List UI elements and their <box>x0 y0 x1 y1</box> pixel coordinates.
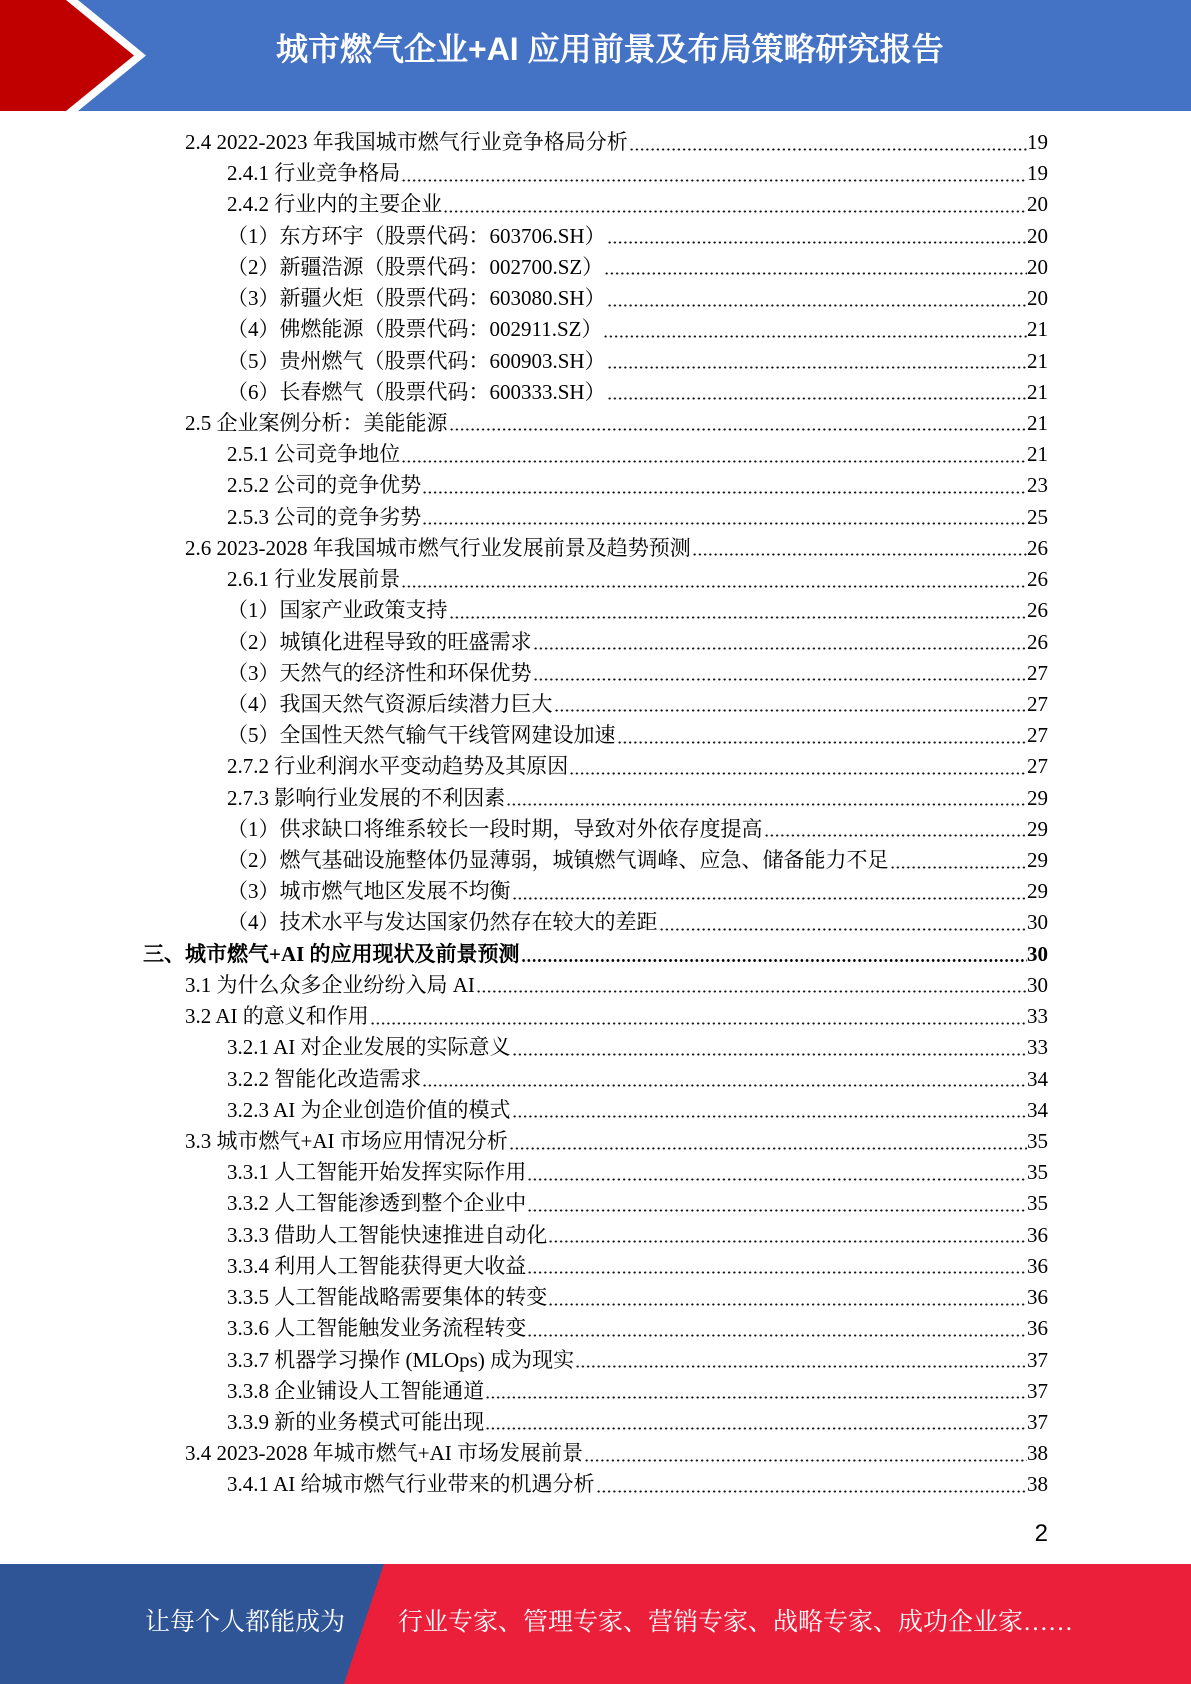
dot-leader <box>520 939 1027 970</box>
dot-leader <box>616 720 1028 751</box>
footer-slogan-right: 行业专家、管理专家、营销专家、战略专家、成功企业家…… <box>398 1609 1074 1636</box>
toc-entry-page: 20 <box>1027 192 1048 217</box>
toc-entry <box>0 1438 1191 1469</box>
dot-leader <box>508 1126 1027 1157</box>
dot-leader <box>602 314 1027 345</box>
toc-entry-page: 37 <box>1027 1409 1048 1434</box>
dot-leader <box>526 1251 1027 1282</box>
dot-leader <box>583 1438 1027 1469</box>
toc-entry-label: （4）技术水平与发达国家仍然存在较大的差距 <box>227 910 658 935</box>
dot-leader <box>421 470 1027 501</box>
toc-entry-page: 38 <box>1027 1472 1048 1497</box>
toc-entry <box>0 314 1191 345</box>
dot-leader <box>400 564 1027 595</box>
toc-entry <box>0 1095 1191 1126</box>
toc-entry-label: 3.3 城市燃气+AI 市场应用情况分析 <box>185 1129 508 1153</box>
toc-entry-label: （3）新疆火炬（股票代码：603080.SH） <box>227 286 606 311</box>
toc-entry-label: 2.6 2023-2028 年我国城市燃气行业发展前景及趋势预测 <box>185 535 691 560</box>
toc-entry-label: 2.7.2 行业利润水平变动趋势及其原因 <box>227 754 569 779</box>
toc-entry-page: 21 <box>1027 379 1048 404</box>
toc-entry-label: 3.3.4 利用人工智能获得更大收益 <box>227 1253 527 1278</box>
page-number: 2 <box>1034 1520 1048 1547</box>
dot-leader <box>603 252 1027 283</box>
dot-leader <box>475 970 1027 1001</box>
dot-leader <box>547 1282 1027 1313</box>
toc-entry-page: 26 <box>1027 567 1048 592</box>
dot-leader <box>448 408 1028 439</box>
toc-entry <box>0 1407 1191 1438</box>
toc-entry-page: 29 <box>1027 816 1048 841</box>
toc-entry-label: 3.3.1 人工智能开始发挥实际作用 <box>227 1160 527 1185</box>
toc-entry-page: 36 <box>1027 1285 1048 1310</box>
toc-entry <box>0 783 1191 814</box>
toc-entry <box>0 627 1191 658</box>
toc-entry-page: 29 <box>1027 848 1048 873</box>
toc-entry <box>0 689 1191 720</box>
dot-leader <box>526 1188 1027 1219</box>
toc-entry-label: （1）东方环宇（股票代码：603706.SH） <box>227 223 606 248</box>
toc-entry <box>0 1126 1191 1157</box>
toc-entry-label: （1）国家产业政策支持 <box>227 598 448 623</box>
toc-entry-page: 26 <box>1027 629 1048 654</box>
toc-entry <box>0 564 1191 595</box>
toc-entry-page: 29 <box>1027 785 1048 810</box>
toc-entry <box>0 1001 1191 1032</box>
dot-leader <box>526 1313 1027 1344</box>
toc-entry <box>0 502 1191 533</box>
dot-leader <box>568 751 1027 782</box>
dot-leader <box>532 627 1028 658</box>
toc-entry-page: 36 <box>1027 1316 1048 1341</box>
toc-entry-label: （2）新疆浩源（股票代码：002700.SZ） <box>227 254 604 279</box>
toc-entry <box>0 377 1191 408</box>
toc-entry <box>0 845 1191 876</box>
dot-leader <box>442 189 1027 220</box>
toc-entry <box>0 283 1191 314</box>
toc-entry <box>0 1251 1191 1282</box>
toc-entry-label: （2）城镇化进程导致的旺盛需求 <box>227 629 532 654</box>
toc-entry-label: 3.3.5 人工智能战略需要集体的转变 <box>227 1285 548 1310</box>
toc-entry-page: 19 <box>1027 161 1048 186</box>
toc-entry <box>0 1345 1191 1376</box>
toc-entry-label: 2.5.3 公司的竞争劣势 <box>227 504 422 529</box>
toc-entry-label: 2.4.2 行业内的主要企业 <box>227 192 443 217</box>
toc-entry-page: 35 <box>1027 1160 1048 1185</box>
toc-entry-label: 3.4 2023-2028 年城市燃气+AI 市场发展前景 <box>185 1441 583 1466</box>
toc-entry-label: （4）我国天然气资源后续潜力巨大 <box>227 691 553 716</box>
dot-leader <box>421 502 1027 533</box>
toc-entry-page: 30 <box>1027 941 1048 966</box>
toc-entry-label: 3.3.2 人工智能渗透到整个企业中 <box>227 1191 527 1216</box>
toc-entry-label: （2）燃气基础设施整体仍显薄弱，城镇燃气调峰、应急、储备能力不足 <box>227 848 889 873</box>
dot-leader <box>400 158 1027 189</box>
toc-entry-label: 2.4 2022-2023 年我国城市燃气行业竞争格局分析 <box>185 130 628 154</box>
dot-leader <box>484 1376 1027 1407</box>
toc-entry-label: 三、城市燃气+AI 的应用现状及前景预测 <box>143 941 520 966</box>
toc-entry <box>0 970 1191 1001</box>
toc-entry-label: 3.3.3 借助人工智能快速推进自动化 <box>227 1222 548 1247</box>
toc-entry-page: 33 <box>1027 1004 1048 1029</box>
dot-leader <box>889 845 1028 876</box>
toc-entry-page: 30 <box>1027 972 1048 997</box>
toc-entry <box>0 1469 1191 1500</box>
dot-leader <box>763 814 1028 845</box>
toc-entry-page: 36 <box>1027 1222 1048 1247</box>
toc-entry-page: 21 <box>1027 410 1048 435</box>
toc-entry-label: （5）贵州燃气（股票代码：600903.SH） <box>227 348 606 373</box>
toc-entry <box>0 470 1191 501</box>
toc-entry <box>0 1064 1191 1095</box>
toc-entry <box>0 939 1191 970</box>
toc-entry-label: 3.3.9 新的业务模式可能出现 <box>227 1409 485 1434</box>
toc-entry <box>0 595 1191 626</box>
toc-entry-label: 3.4.1 AI 给城市燃气行业带来的机遇分析 <box>227 1472 595 1497</box>
toc-entry-page: 29 <box>1027 879 1048 904</box>
toc-entry-page: 27 <box>1027 660 1048 685</box>
toc-entry <box>0 751 1191 782</box>
footer-slogan-left: 让每个人都能成为 <box>145 1609 346 1636</box>
dot-leader <box>606 346 1027 377</box>
toc-entry-page: 26 <box>1027 598 1048 623</box>
toc-entry-label: 3.2.2 智能化改造需求 <box>227 1066 422 1091</box>
toc-entry-page: 38 <box>1027 1441 1048 1466</box>
dot-leader <box>448 595 1028 626</box>
toc-entry-label: 2.6.1 行业发展前景 <box>227 567 401 592</box>
toc-entry-page: 19 <box>1027 130 1048 154</box>
table-of-contents <box>0 127 1191 1501</box>
report-title: 城市燃气企业+AI 应用前景及布局策略研究报告 <box>276 31 944 67</box>
dot-leader <box>526 1157 1027 1188</box>
toc-entry-label: （5）全国性天然气输气干线管网建设加速 <box>227 723 616 748</box>
toc-entry-label: 3.2.1 AI 对企业发展的实际意义 <box>227 1035 511 1060</box>
toc-entry-page: 34 <box>1027 1097 1048 1122</box>
toc-entry-page: 34 <box>1027 1066 1048 1091</box>
toc-entry-page: 21 <box>1027 317 1048 342</box>
dot-leader <box>484 1407 1027 1438</box>
toc-entry-label: 2.5.1 公司竞争地位 <box>227 442 401 467</box>
toc-entry-page: 37 <box>1027 1378 1048 1403</box>
toc-entry <box>0 876 1191 907</box>
dot-leader <box>511 1095 1028 1126</box>
toc-entry <box>0 439 1191 470</box>
toc-entry <box>0 1282 1191 1313</box>
dot-leader <box>595 1469 1028 1500</box>
toc-entry <box>0 720 1191 751</box>
toc-entry-label: 2.7.3 影响行业发展的不利因素 <box>227 785 506 810</box>
toc-entry-label: 2.5 企业案例分析：美能能源 <box>185 410 448 435</box>
toc-entry <box>0 1313 1191 1344</box>
dot-leader <box>400 439 1027 470</box>
toc-entry-page: 21 <box>1027 348 1048 373</box>
dot-leader <box>628 127 1027 158</box>
toc-entry <box>0 252 1191 283</box>
report-header <box>0 0 1191 111</box>
toc-entry-label: （4）佛燃能源（股票代码：002911.SZ） <box>227 317 603 342</box>
toc-entry-page: 23 <box>1027 473 1048 498</box>
toc-entry <box>0 1220 1191 1251</box>
toc-entry-page: 27 <box>1027 754 1048 779</box>
toc-entry <box>0 158 1191 189</box>
toc-entry <box>0 533 1191 564</box>
toc-entry-label: 3.2.3 AI 为企业创造价值的模式 <box>227 1097 511 1122</box>
dot-leader <box>606 221 1027 252</box>
toc-entry <box>0 408 1191 439</box>
toc-entry-page: 27 <box>1027 723 1048 748</box>
toc-entry <box>0 1376 1191 1407</box>
dot-leader <box>421 1064 1027 1095</box>
toc-entry-label: 3.3.7 机器学习操作 (MLOps) 成为现实 <box>227 1347 575 1372</box>
toc-entry-page: 25 <box>1027 504 1048 529</box>
toc-entry-label: 3.3.6 人工智能触发业务流程转变 <box>227 1316 527 1341</box>
toc-entry-label: （3）天然气的经济性和环保优势 <box>227 660 532 685</box>
dot-leader <box>606 283 1027 314</box>
toc-entry <box>0 658 1191 689</box>
toc-entry-label: 3.1 为什么众多企业纷纷入局 AI <box>185 972 475 997</box>
page-footer <box>0 1564 1191 1684</box>
dot-leader <box>369 1001 1027 1032</box>
toc-entry <box>0 814 1191 845</box>
dot-leader <box>547 1220 1027 1251</box>
toc-entry-page: 21 <box>1027 442 1048 467</box>
toc-entry <box>0 127 1191 158</box>
toc-entry-label: 3.3.8 企业铺设人工智能通道 <box>227 1378 485 1403</box>
toc-entry <box>0 189 1191 220</box>
dot-leader <box>658 907 1028 938</box>
toc-entry-label: （1）供求缺口将维系较长一段时期，导致对外依存度提高 <box>227 816 763 841</box>
toc-entry-label: （3）城市燃气地区发展不均衡 <box>227 879 511 904</box>
toc-entry-page: 20 <box>1027 286 1048 311</box>
toc-entry-page: 35 <box>1027 1191 1048 1216</box>
dot-leader <box>691 533 1027 564</box>
dot-leader <box>606 377 1027 408</box>
toc-entry <box>0 907 1191 938</box>
toc-entry <box>0 1032 1191 1063</box>
dot-leader <box>532 658 1028 689</box>
dot-leader <box>505 783 1027 814</box>
dot-leader <box>574 1345 1027 1376</box>
toc-entry-page: 33 <box>1027 1035 1048 1060</box>
dot-leader <box>511 876 1028 907</box>
dot-leader <box>553 689 1028 720</box>
toc-entry-page: 20 <box>1027 223 1048 248</box>
toc-entry <box>0 221 1191 252</box>
toc-entry-page: 35 <box>1027 1129 1048 1153</box>
toc-entry <box>0 1157 1191 1188</box>
toc-entry-page: 20 <box>1027 254 1048 279</box>
toc-entry-page: 37 <box>1027 1347 1048 1372</box>
toc-entry-label: （6）长春燃气（股票代码：600333.SH） <box>227 379 606 404</box>
toc-entry-page: 30 <box>1027 910 1048 935</box>
toc-entry-page: 27 <box>1027 691 1048 716</box>
dot-leader <box>511 1032 1028 1063</box>
toc-entry-label: 2.4.1 行业竞争格局 <box>227 161 401 186</box>
toc-entry-label: 3.2 AI 的意义和作用 <box>185 1004 369 1029</box>
toc-entry-label: 2.5.2 公司的竞争优势 <box>227 473 422 498</box>
toc-entry-page: 36 <box>1027 1253 1048 1278</box>
toc-entry <box>0 346 1191 377</box>
toc-entry <box>0 1188 1191 1219</box>
toc-entry-page: 26 <box>1027 535 1048 560</box>
